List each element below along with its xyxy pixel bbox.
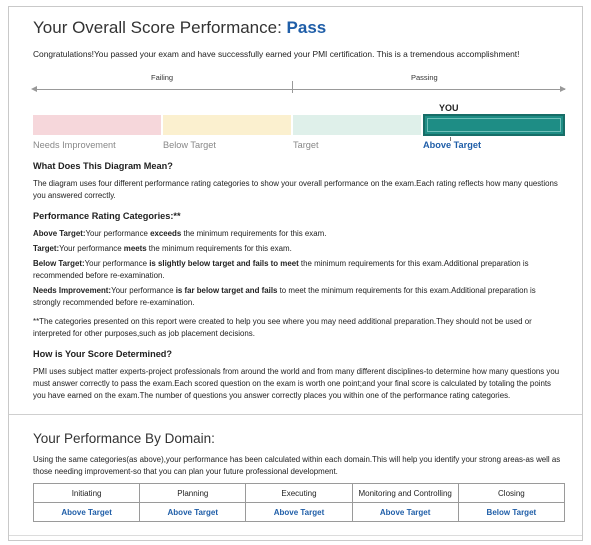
rating-needs-pre: Your performance [111, 286, 176, 295]
domain-header-closing: Closing [458, 484, 564, 503]
domain-header-initiating: Initiating [34, 484, 140, 503]
title-prefix: Your Overall Score Performance: [33, 18, 287, 37]
rating-above-pre: Your performance [85, 229, 151, 238]
domain-header-monitoring: Monitoring and Controlling [352, 484, 458, 503]
pass-fail-scale [33, 69, 565, 99]
page-title [33, 18, 326, 38]
category-label-target: Target [293, 140, 319, 150]
score-determined-text: PMI uses subject matter experts-project professionals from around the world and from many different disciplines-to determine how many questions you must answer correctly to pass the exam.Each scored question on the exam is worth one point;and your final score is calculated by totaling the points you have earned on the exam.The number of questions you answer correctly places you within one of the performance rating categories. [33, 367, 560, 400]
rating-above-target [33, 228, 565, 240]
pass-threshold-tick [292, 81, 293, 93]
arrow-left-icon [31, 86, 37, 92]
rating-needs-bold: is far below target and fails [175, 286, 278, 295]
term-needs-improvement: Needs Improvement: [33, 286, 112, 295]
bar-above-target-selected [423, 114, 565, 136]
selected-inner-border [427, 118, 561, 132]
rating-heading: Performance Rating Categories:** [33, 211, 181, 221]
rating-needs-improvement [33, 285, 565, 309]
rating-below-pre: Your performance [84, 259, 150, 268]
bottom-rule [9, 535, 582, 536]
rating-below-target [33, 258, 565, 282]
scale-axis [33, 89, 565, 90]
you-marker-label: YOU [439, 103, 459, 113]
failing-label: Failing [151, 73, 174, 82]
category-label-below-target: Below Target [163, 140, 216, 150]
rating-above-post: the minimum requirements for this exam. [181, 229, 327, 238]
domain-value-row [34, 503, 565, 522]
bar-needs-improvement [33, 115, 161, 135]
rating-footnote: **The categories presented on this report were created to help you see where you may need additional preparation.They should not be used or interpreted for other purposes,such as job placement decisions. [33, 317, 532, 338]
score-determined-heading: How is Your Score Determined? [33, 349, 173, 359]
rating-target-bold: meets [123, 244, 147, 253]
category-label-needs-improvement: Needs Improvement [33, 140, 116, 150]
score-report-frame [8, 6, 583, 541]
domain-section-title: Your Performance By Domain: [33, 431, 215, 446]
domain-value-planning: Above Target [140, 503, 246, 522]
bar-target [293, 115, 421, 135]
domain-header-executing: Executing [246, 484, 352, 503]
rating-bar [33, 115, 565, 135]
term-below-target: Below Target: [33, 259, 85, 268]
result-pass: Pass [286, 18, 327, 37]
bar-below-target [163, 115, 291, 135]
domain-header-row [34, 484, 565, 503]
congrats-message: Congratulations!You passed your exam and have successfully earned your PMI certification. This is a tremendous accomplishment! [33, 49, 520, 59]
domain-value-initiating: Above Target [34, 503, 140, 522]
rating-target-post: the minimum requirements for this exam. [146, 244, 292, 253]
rating-target [33, 243, 565, 255]
passing-label: Passing [411, 73, 438, 82]
rating-below-bold: is slightly below target and fails to meet [149, 259, 299, 268]
category-label-above-target: Above Target [423, 140, 482, 150]
term-above-target: Above Target: [33, 229, 86, 238]
domain-value-monitoring: Above Target [352, 503, 458, 522]
domain-header-planning: Planning [140, 484, 246, 503]
section-divider [9, 414, 582, 415]
domain-section-text: Using the same categories(as above),your performance has been calculated within each domain.This will help you identify your strong areas-as well as those needing improvement-so that you can plan your future professional development. [33, 455, 561, 476]
domain-value-closing: Below Target [458, 503, 564, 522]
domain-table [33, 483, 565, 522]
rating-needs-post: to meet the minimum requirements for this exam.Additional preparation is strongly recommended before re-examination. [33, 286, 536, 307]
diagram-heading: What Does This Diagram Mean? [33, 161, 173, 171]
rating-below-post: the minimum requirements for this exam.Additional preparation is recommended before re-examination. [33, 259, 529, 280]
domain-value-executing: Above Target [246, 503, 352, 522]
rating-above-bold: exceeds [150, 229, 182, 238]
term-target: Target: [33, 244, 60, 253]
rating-target-pre: Your performance [59, 244, 124, 253]
arrow-right-icon [560, 86, 566, 92]
diagram-text: The diagram uses four different performance rating categories to show your overall performance on the exam.Each rating reflects how many questions you answered correctly. [33, 179, 558, 200]
